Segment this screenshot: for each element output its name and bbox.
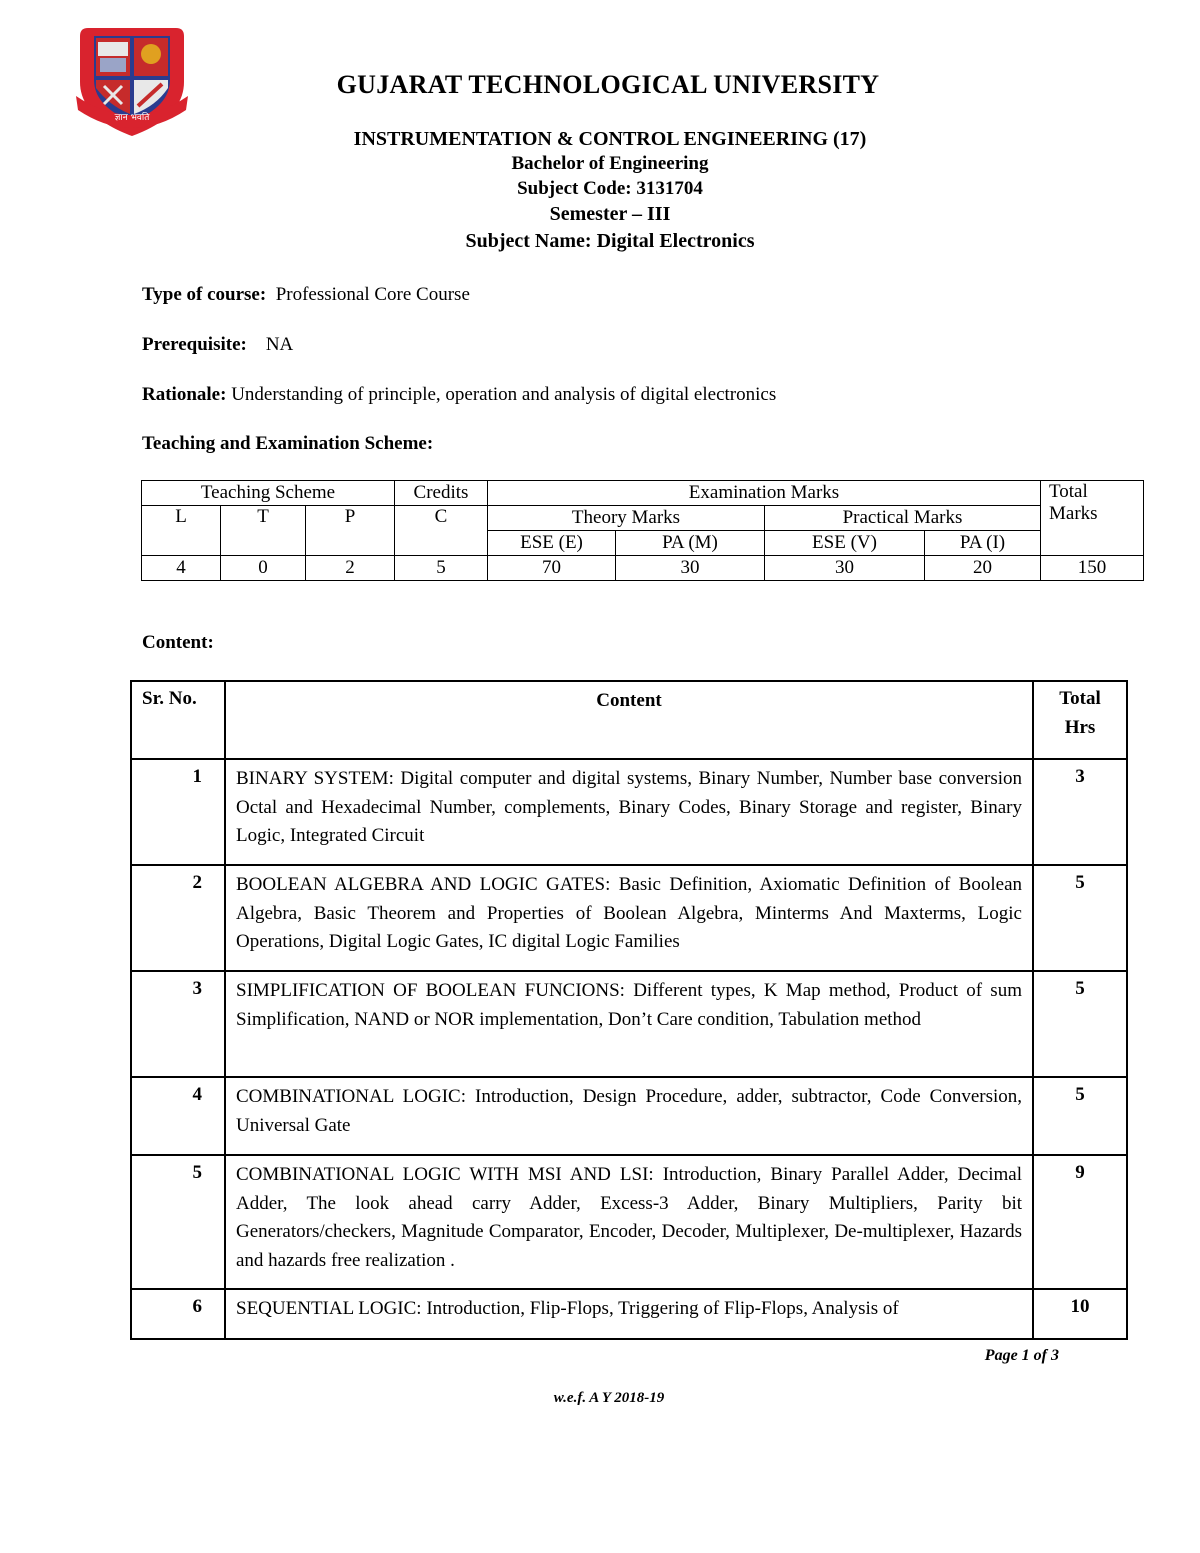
logo-motto: ज्ञान भवति	[114, 113, 150, 123]
type-of-course: Type of course: Professional Core Course	[142, 284, 470, 305]
scheme-table: Teaching Scheme Credits Examination Marks Total Marks L T P C Theory Marks Practical Marks ESE (E) PA (M) ESE (V) PA (I) 4 0 2 5 70 30 30 20 150	[141, 480, 1144, 581]
prerequisite: Prerequisite: NA	[142, 334, 294, 355]
semester: Semester – III	[549, 203, 671, 225]
table-row: 6 SEQUENTIAL LOGIC: Introduction, Flip-Flops, Triggering of Flip-Flops, Analysis of 10	[131, 1289, 1127, 1339]
table-row: 1 BINARY SYSTEM: Digital computer and digital systems, Binary Number, Number base conversion Octal and Hexadecimal Number, complements, Binary Codes, Binary Storage and register, Binary Logic, Integrated Circuit 3	[131, 759, 1127, 865]
total-marks-header: Total Marks	[1041, 481, 1144, 556]
col-sr-no: Sr. No.	[131, 681, 225, 759]
content-heading: Content:	[142, 632, 214, 653]
table-row: 2 BOOLEAN ALGEBRA AND LOGIC GATES: Basic Definition, Axiomatic Definition of Boolean Algebra, Basic Theorem and Properties of Boolean Algebra, Minterms And Maxterms, Logic Operations, Digital Logic Gates, IC digital Logic Families 5	[131, 865, 1127, 971]
subject-name: Subject Name: Digital Electronics	[465, 230, 755, 252]
table-row: 4 COMBINATIONAL LOGIC: Introduction, Design Procedure, adder, subtractor, Code Conversion, Universal Gate 5	[131, 1077, 1127, 1155]
wef-footer: w.e.f. A Y 2018-19	[553, 1390, 665, 1406]
table-row: 5 COMBINATIONAL LOGIC WITH MSI AND LSI: Introduction, Binary Parallel Adder, Decimal Adder, The look ahead carry Adder, Excess-3 Adder, Binary Multipliers, Parity bit Generators/checkers, Magnitude Comparator, Encoder, Decoder, Multiplexer, De-multiplexer, Hazards and hazards free realization . 9	[131, 1155, 1127, 1289]
page-number: Page 1 of 3	[984, 1347, 1059, 1364]
university-title: GUJARAT TECHNOLOGICAL UNIVERSITY	[336, 70, 880, 99]
scheme-heading: Teaching and Examination Scheme:	[142, 433, 434, 454]
rationale: Rationale: Understanding of principle, operation and analysis of digital electronics	[142, 384, 777, 405]
col-total-hrs: Total Hrs	[1033, 681, 1127, 759]
col-content: Content	[225, 681, 1033, 759]
department-heading: INSTRUMENTATION & CONTROL ENGINEERING (17)	[353, 128, 867, 150]
degree-heading: Bachelor of Engineering	[511, 153, 709, 174]
subject-code: Subject Code: 3131704	[517, 178, 703, 199]
table-row: 3 SIMPLIFICATION OF BOOLEAN FUNCIONS: Different types, K Map method, Product of sum Simplification, NAND or NOR implementation, Don’t Care condition, Tabulation method 5	[131, 971, 1127, 1077]
scheme-values-row: 4 0 2 5 70 30 30 20 150	[142, 556, 1144, 581]
content-table	[130, 680, 1128, 1340]
